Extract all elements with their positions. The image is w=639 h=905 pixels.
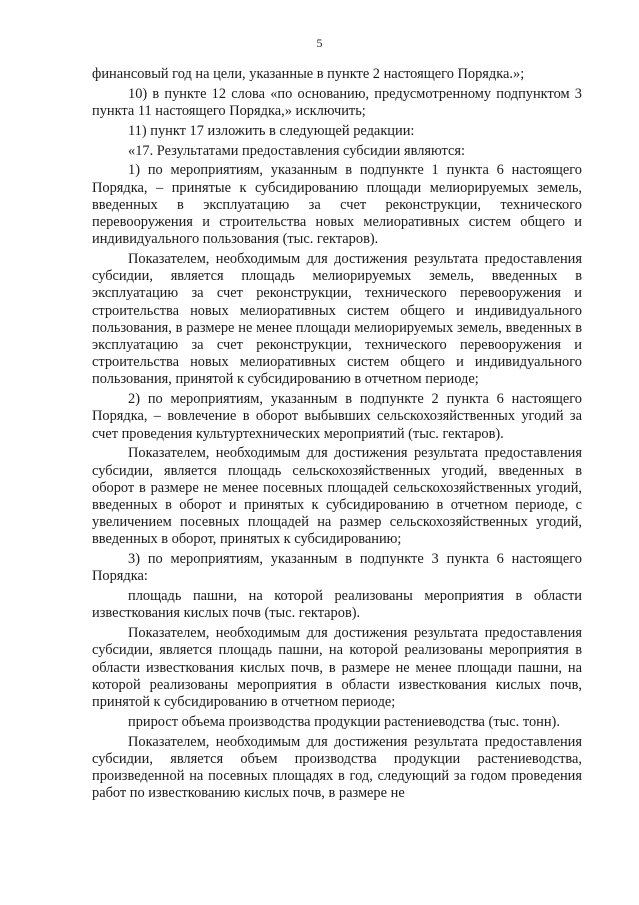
paragraph-indicator-3-liming: Показателем, необходимым для достижения результата предоставления субсидии, является площадь пашни, на которой реализованы мероприятия в области известкования кислых почв, в размере не менее площади пашни, на которой реализованы мероприятия в области известкования кислых почв, принятой к субсидированию в отчетном периоде; [92,625,582,711]
document-body [92,66,582,805]
paragraph-result-1: 1) по мероприятиям, указанным в подпункте 1 пункта 6 настоящего Порядка, – принятые к субсидированию площади мелиорируемых земель, введенных в эксплуатацию за счет реконструкции, технического перевооружения и строительства новых мелиоративных систем общего и индивидуального пользования (тыс. гектаров). [92,162,582,248]
paragraph-item-11: 11) пункт 17 изложить в следующей редакции: [128,122,415,139]
page-number: 5 [316,36,323,50]
paragraph-result-3-growth: прирост объема производства продукции растениеводства (тыс. тонн). [128,713,560,730]
paragraph-continuation: финансовый год на цели, указанные в пункте 2 настоящего Порядка.»; [92,66,525,82]
paragraph-result-3-liming: площадь пашни, на которой реализованы мероприятия в области известкования кислых почв (тыс. гектаров). [92,588,582,622]
paragraph-indicator-3-growth: Показателем, необходимым для достижения результата предоставления субсидии, является объем производства продукции растениеводства, произведенной на посевных площадях в год, следующий за годом проведения работ по известкованию кислых почв, в размере не [92,733,582,802]
paragraph-indicator-2: Показателем, необходимым для достижения результата предоставления субсидии, является площадь сельскохозяйственных угодий, введенных в оборот в размере не менее посевных площадей сельскохозяйственных угодий, введенных в оборот и принятых к субсидированию в отчетном периоде, с увеличением посевных площадей на размер сельскохозяйственных угодий, введенных в оборот, принятых к субсидированию; [92,445,582,548]
paragraph-result-2: 2) по мероприятиям, указанным в подпункте 2 пункта 6 настоящего Порядка, – вовлечение в оборот выбывших сельскохозяйственных угодий за счет проведения культуртехнических мероприятий (тыс. гектаров). [92,391,582,442]
paragraph-indicator-1: Показателем, необходимым для достижения результата предоставления субсидии, является площадь мелиорируемых земель, введенных в эксплуатацию за счет реконструкции, технического перевооружения и строительства новых мелиоративных систем общего и индивидуального пользования, в размере не менее площади мелиорируемых земель, введенных в эксплуатацию за счет реконструкции, технического перевооружения и строительства новых мелиоративных систем общего и индивидуального пользования, принятой к субсидированию в отчетном периоде; [92,251,582,388]
paragraph-item-10: 10) в пункте 12 слова «по основанию, предусмотренному подпунктом 3 пункта 11 настоящего Порядка,» исключить; [92,85,582,119]
paragraph-point-17: «17. Результатами предоставления субсидии являются: [128,142,466,159]
paragraph-result-3: 3) по мероприятиям, указанным в подпункте 3 пункта 6 настоящего Порядка: [92,551,582,585]
